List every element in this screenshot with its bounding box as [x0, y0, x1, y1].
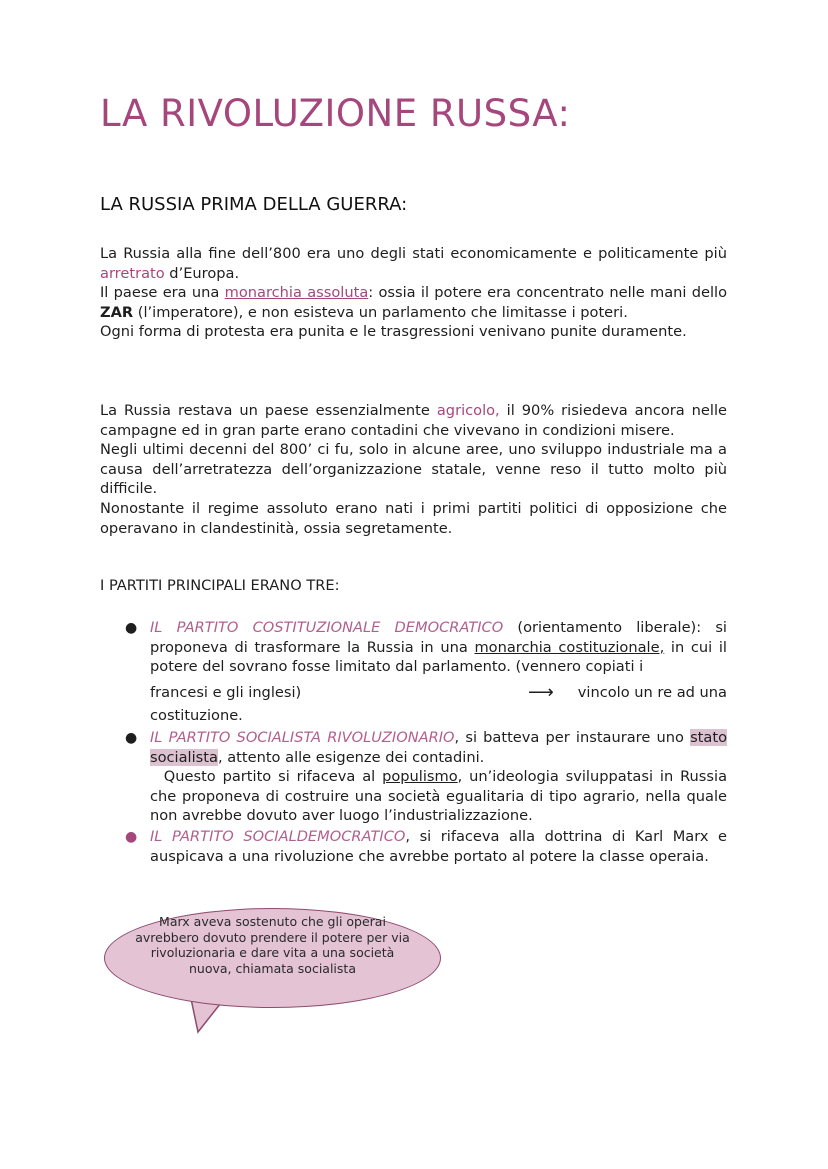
text: , si rifaceva alla dottrina di Karl Marx e auspicava a una rivoluzione che avrebbe portato al potere la classe operaia.: [150, 828, 728, 865]
text: Ogni forma di protesta era punita e le trasgressioni venivano punite duramente.: [100, 323, 687, 341]
text: : ossia il potere era concentrato nelle mani dello: [368, 284, 727, 302]
keyword-monarchia-assoluta: monarchia assoluta: [224, 284, 369, 302]
page-title: LA RIVOLUZIONE RUSSA:: [100, 92, 571, 135]
arrow-group: [528, 683, 727, 703]
party-name: IL PARTITO SOCIALDEMOCRATICO: [150, 828, 406, 845]
party-name: IL PARTITO SOCIALISTA RIVOLUZIONARIO: [150, 729, 455, 746]
text: , un’ideologia sviluppatasi in Russia che proponeva di costruire una società egualitaria di tipo agrario, nella quale non avrebbe dovuto aver luogo l’industrializzazione.: [150, 768, 728, 825]
bullet-icon: ●: [125, 829, 138, 845]
bullet-icon: ●: [125, 730, 138, 746]
text: , si batteva per instaurare uno: [454, 729, 691, 746]
speech-bubble-text: Marx aveva sostenuto che gli operai avrebbero dovuto prendere il potere per via rivoluzionaria e dare vita a una società nuova, chiamata socialista: [135, 914, 410, 976]
keyword-stato-socialista: stato socialista: [150, 729, 727, 766]
arrow-row: [150, 683, 727, 703]
text: il 90% risiedeva ancora nelle campagne ed in gran parte erano contadini che vivevano in condizioni misere.: [100, 402, 727, 439]
keyword-monarchia-costituzionale: monarchia costituzionale,: [474, 638, 665, 656]
text: francesi e gli inglesi): [150, 683, 302, 701]
list-item-party-3: [150, 827, 727, 866]
text: in cui il potere del sovrano fosse limitato dal parlamento. (vennero copiati i: [150, 638, 727, 676]
text: Questo partito si rifaceva al: [163, 768, 383, 786]
text: Il paese era una: [100, 284, 225, 302]
text: La Russia alla fine dell’800 era uno degli stati economicamente e politicamente più: [100, 245, 727, 262]
paragraph-economy: [100, 401, 727, 538]
text: vincolo un re ad una: [577, 683, 727, 701]
list-item-party-2: [150, 728, 727, 826]
text: Nonostante il regime assoluto erano nati i primi partiti politici di opposizione che operavano in clandestinità, ossia segretamente.: [100, 499, 727, 537]
text: (orientamento liberale): si proponeva di trasformare la Russia in una: [150, 619, 727, 656]
text: La Russia restava un paese essenzialmente: [100, 402, 437, 419]
paragraph-intro: [100, 244, 727, 342]
text: d’Europa.: [164, 264, 240, 282]
keyword-agricolo: agricolo,: [436, 402, 500, 419]
parties-heading: I PARTITI PRINCIPALI ERANO TRE:: [100, 577, 340, 594]
text: costituzione.: [150, 707, 243, 725]
keyword-zar: ZAR: [100, 303, 134, 321]
list-item-party-1: [150, 618, 727, 726]
arrow-right-icon: ⟶: [527, 681, 554, 703]
keyword-populismo: populismo: [382, 768, 458, 786]
text: Negli ultimi decenni del 800’ ci fu, solo in alcune aree, uno sviluppo industriale ma a causa dell’arretratezza dell’organizzazione statale, venne reso il tutto molto più difficile.: [100, 441, 727, 498]
text: (l’imperatore), e non esisteva un parlamento che limitasse i poteri.: [133, 303, 628, 321]
keyword-arretrato: arretrato: [100, 264, 165, 282]
text: , attento alle esigenze dei contadini.: [217, 748, 485, 766]
bullet-icon: ●: [125, 620, 138, 636]
party-name: IL PARTITO COSTITUZIONALE DEMOCRATICO: [150, 619, 504, 636]
section-heading: LA RUSSIA PRIMA DELLA GUERRA:: [100, 194, 408, 215]
